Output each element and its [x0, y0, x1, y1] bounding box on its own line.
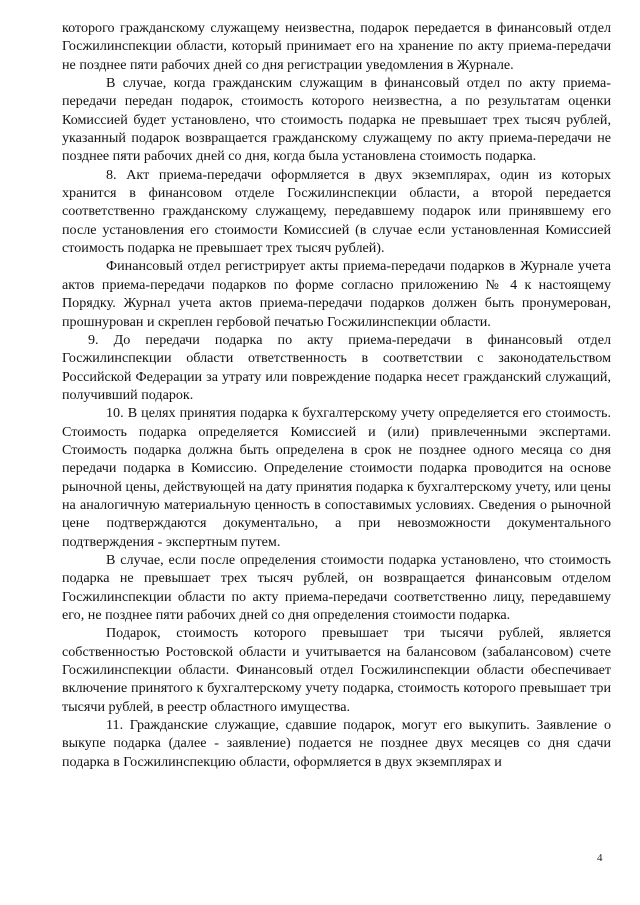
paragraph-section-10: 10. В целях принятия подарка к бухгалтерскому учету определяется его стоимость. Стоимость подарка определяется Комиссией и (или) привлеченными экспертами. Стоимость подарка должна быть определена в срок не позднее одного месяца со дня передачи подарка в Комиссию. Определение стоимости подарка проводится на основе рыночной цены, действующей на дату принятия подарка к бухгалтерскому учету, или цены на аналогичную материальную ценность в сопоставимых условиях. Сведения о рыночной цене подтверждаются документально, а при невозможности документального подтверждения - экспертным путем.	[62, 405, 611, 550]
paragraph-journal-registration: Финансовый отдел регистрирует акты приема-передачи подарков в Журнале учета актов приема-передачи подарков по форме согласно приложению № 4 к настоящему Порядку. Журнал учета актов приема-передачи подарков должен быть пронумерован, прошнурован и скреплен гербовой печатью Госжилинспекции области.	[62, 258, 611, 330]
document-body	[62, 19, 611, 771]
paragraph-return-after-valuation: В случае, если после определения стоимости подарка установлено, что стоимость подарка не превышает трех тысяч рублей, он возвращается финансовым отделом Госжилинспекции области по акту приема-передачи соответственно лицу, передавшему его, не позднее пяти рабочих дней со дня определения стоимости подарка.	[62, 551, 611, 623]
paragraph-return-gift: В случае, когда гражданским служащим в финансовый отдел по акту приема-передачи передан подарок, стоимость которого неизвестна, а по результатам оценки Комиссией будет установлено, что стоимость подарка не превышает трех тысяч рублей, указанный подарок возвращается гражданскому служащему по акту приема-передачи не позднее пяти рабочих дней со дня, когда была установлена стоимость подарка.	[62, 75, 611, 165]
paragraph-gift-ownership: Подарок, стоимость которого превышает три тысячи рублей, является собственностью Ростовской области и учитывается на балансовом (забалансовом) счете Госжилинспекции области. Финансовый отдел Госжилинспекции области обеспечивает включение принятого к бухгалтерскому учету подарка, стоимость которого превышает три тысячи рублей, в реестр областного имущества.	[62, 625, 611, 715]
paragraph-section-8: 8. Акт приема-передачи оформляется в двух экземплярах, один из которых хранится в финансовом отделе Госжилинспекции области, а второй передается соответственно гражданскому служащему, передавшему подарок или принявшему его после установления его стоимости Комиссией (в случае если установленная Комиссией стоимость подарка не превышает трех тысяч рублей).	[62, 166, 611, 257]
paragraph-section-11: 11. Гражданские служащие, сдавшие подарок, могут его выкупить. Заявление о выкупе подарка (далее - заявление) подается не позднее двух месяцев со дня сдачи подарка в Госжилинспекцию области, оформляется в двух экземплярах и	[62, 717, 611, 770]
paragraph-continuation: которого гражданскому служащему неизвестна, подарок передается в финансовый отдел Госжилинспекции области, который принимает его на хранение по акту приема-передачи не позднее пяти рабочих дней со дня регистрации уведомления в Журнале.	[62, 20, 611, 73]
paragraph-section-9: 9. До передачи подарка по акту приема-передачи в финансовый отдел Госжилинспекции области ответственность в соответствии с законодательством Российской Федерации за утрату или повреждение подарка несет гражданский служащий, получивший подарок.	[62, 331, 611, 403]
page-number: 4	[597, 852, 603, 864]
